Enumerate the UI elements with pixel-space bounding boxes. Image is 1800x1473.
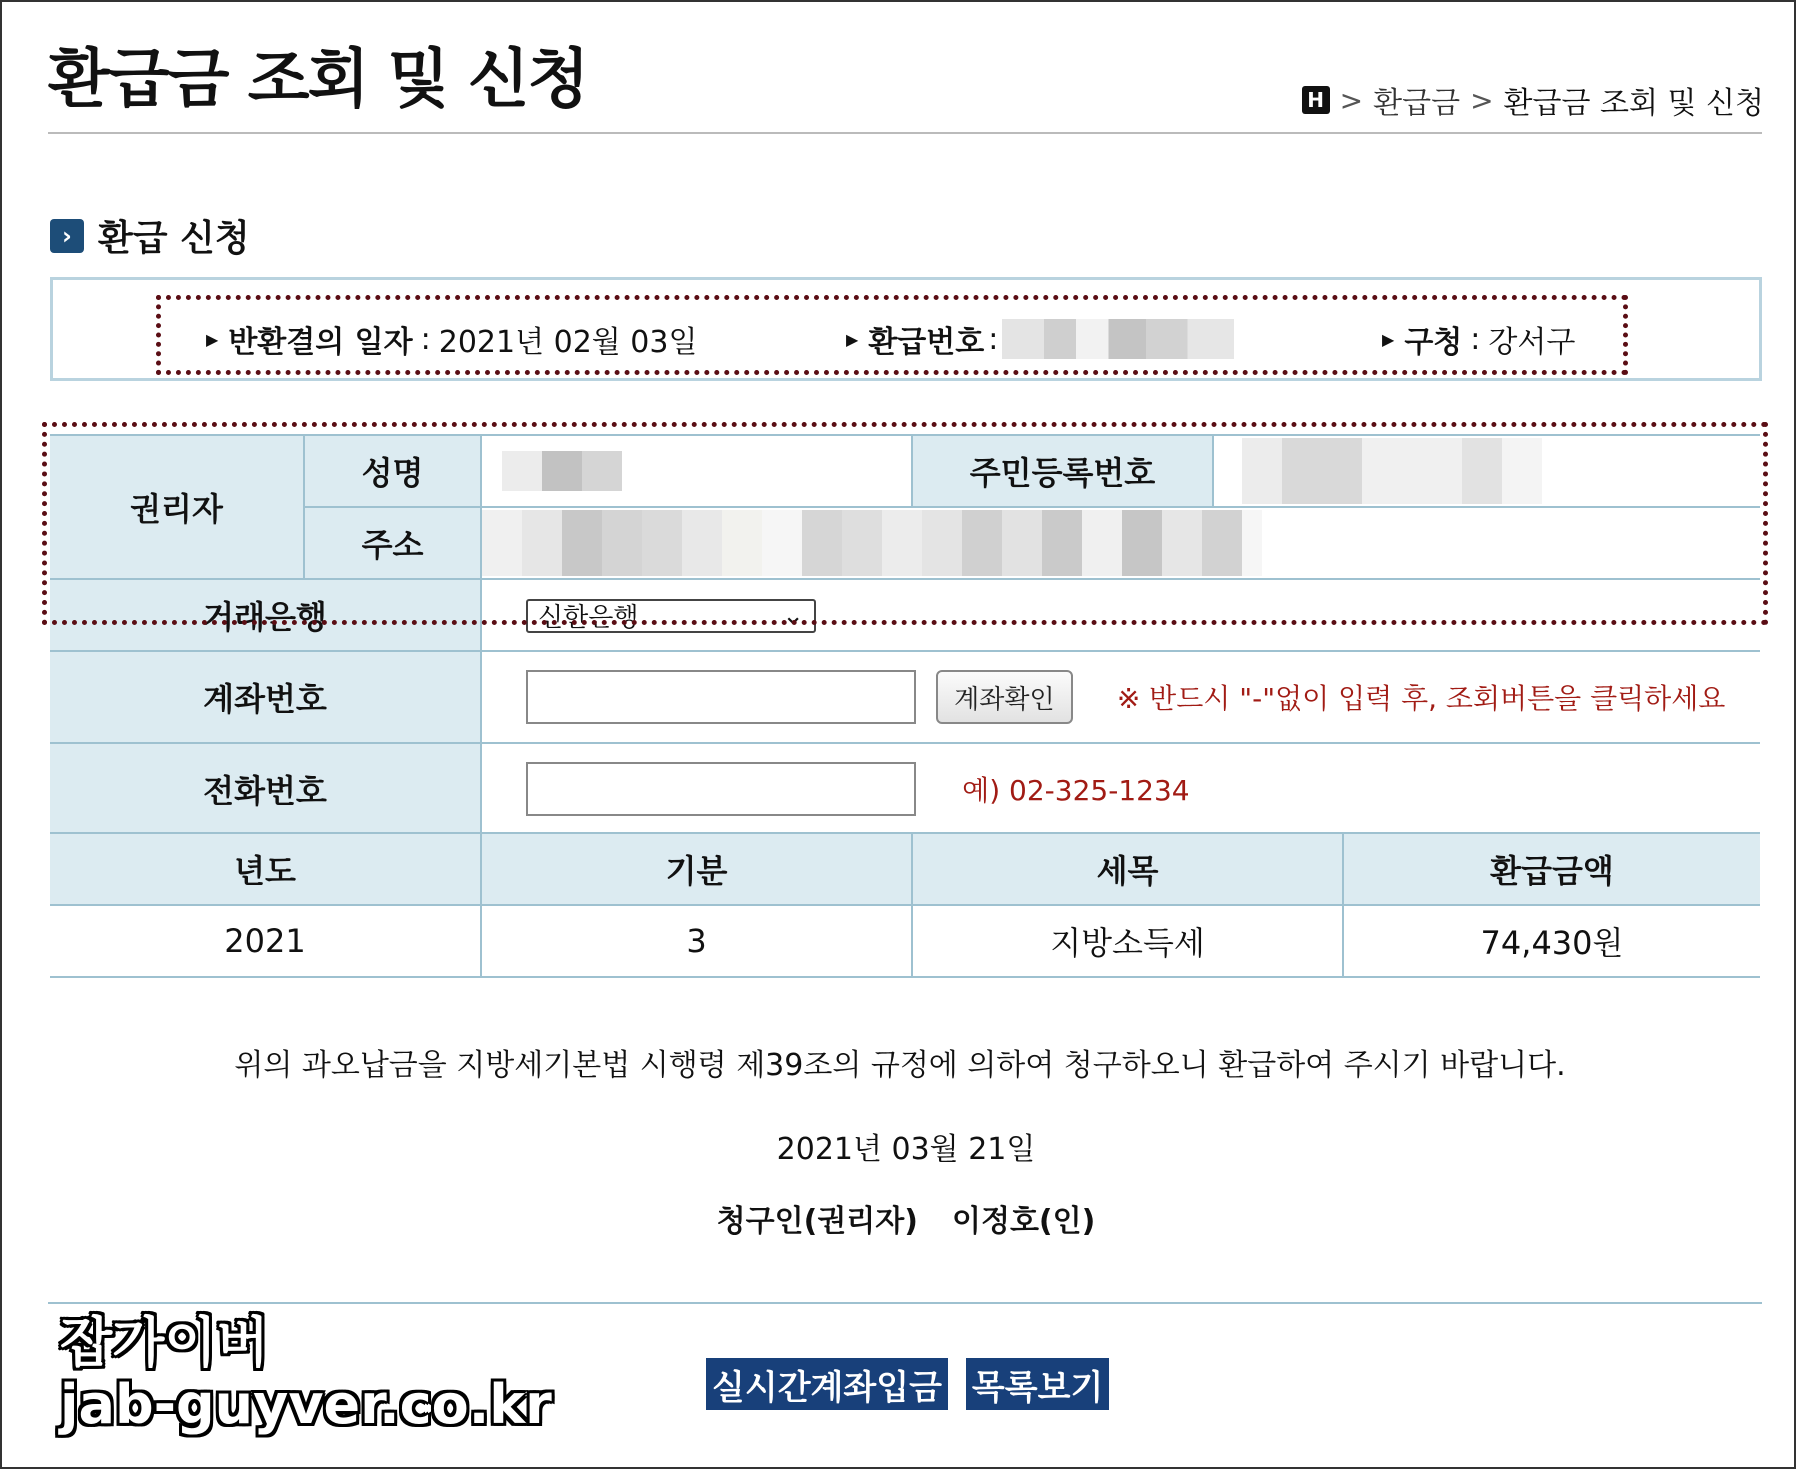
cell-period: 3 bbox=[481, 905, 912, 977]
phone-number-input[interactable] bbox=[526, 762, 916, 816]
claimant-name: 이정호(인) bbox=[951, 1204, 1096, 1239]
district-item bbox=[1382, 317, 1575, 361]
refund-number-item bbox=[846, 317, 1234, 361]
refund-result-table bbox=[50, 832, 1760, 978]
cell-tax-item: 지방소득세 bbox=[912, 905, 1343, 977]
colon: : bbox=[1470, 321, 1481, 357]
col-header-year: 년도 bbox=[50, 833, 481, 905]
rightholder-label: 권리자 bbox=[50, 435, 304, 579]
bank-cell bbox=[481, 579, 1760, 651]
refund-number-label: 환급번호 bbox=[868, 325, 985, 360]
col-header-tax-item: 세목 bbox=[912, 833, 1343, 905]
bank-select[interactable] bbox=[526, 599, 816, 633]
phone-example: 예) 02-325-1234 bbox=[962, 774, 1190, 807]
district-value: 강서구 bbox=[1488, 325, 1576, 360]
redacted-name bbox=[502, 451, 622, 491]
col-header-refund-amount: 환급금액 bbox=[1343, 833, 1760, 905]
account-number-input[interactable] bbox=[526, 670, 916, 724]
account-label: 계좌번호 bbox=[50, 651, 481, 743]
home-icon[interactable]: H bbox=[1302, 86, 1330, 114]
cell-year: 2021 bbox=[50, 905, 481, 977]
colon: : bbox=[988, 321, 999, 357]
table-row bbox=[50, 905, 1760, 977]
decision-date-label: 반환결의 일자 bbox=[228, 325, 413, 360]
breadcrumb-item-current: 환급금 조회 및 신청 bbox=[1503, 86, 1764, 121]
account-input-note: ※ 반드시 "-"없이 입력 후, 조회버튼을 클릭하세요 bbox=[1116, 682, 1726, 715]
address-value bbox=[481, 507, 1760, 579]
table-row bbox=[50, 435, 1760, 507]
cell-refund-amount: 74,430원 bbox=[1343, 905, 1760, 977]
declaration-date: 2021년 03월 21일 bbox=[776, 1132, 1036, 1167]
table-header-row bbox=[50, 833, 1760, 905]
bank-selected-value: 신한은행 bbox=[538, 603, 639, 633]
district-label: 구청 bbox=[1404, 325, 1463, 360]
table-row bbox=[50, 507, 1760, 579]
chevron-right-icon: › bbox=[50, 219, 84, 253]
bullet-triangle-icon: ▶ bbox=[1382, 329, 1395, 349]
name-label: 성명 bbox=[304, 435, 481, 507]
redacted-refund-number bbox=[1002, 319, 1234, 359]
col-header-period: 기분 bbox=[481, 833, 912, 905]
breadcrumb-separator-icon: > bbox=[1339, 83, 1364, 117]
table-row bbox=[50, 743, 1760, 835]
account-cell bbox=[481, 651, 1760, 743]
refund-form-table bbox=[50, 434, 1760, 836]
claimant-line bbox=[0, 1196, 1800, 1240]
rrn-value bbox=[1213, 435, 1760, 507]
table-row bbox=[50, 579, 1760, 651]
redacted-address bbox=[482, 510, 1262, 576]
decision-date-item bbox=[206, 317, 697, 361]
decision-date-value: 2021년 02월 03일 bbox=[438, 325, 698, 360]
bank-label: 거래은행 bbox=[50, 579, 481, 651]
watermark-line2: jab-guyver.co.kr bbox=[60, 1373, 552, 1436]
address-label: 주소 bbox=[304, 507, 481, 579]
declaration-text: 위의 과오납금을 지방세기본법 시행령 제39조의 규정에 의하여 청구하오니 환급하여 주시기 바랍니다. bbox=[234, 1048, 1566, 1083]
bullet-triangle-icon: ▶ bbox=[846, 329, 859, 349]
bullet-triangle-icon: ▶ bbox=[206, 329, 219, 349]
chevron-down-icon: ⌄ bbox=[782, 600, 804, 631]
colon: : bbox=[420, 321, 431, 357]
breadcrumb-item-refund[interactable]: 환급금 bbox=[1373, 86, 1461, 121]
claimant-label: 청구인(권리자) bbox=[716, 1204, 918, 1239]
breadcrumb bbox=[1302, 80, 1764, 120]
rrn-label: 주민등록번호 bbox=[912, 435, 1213, 507]
watermark bbox=[60, 1311, 552, 1436]
account-check-button[interactable]: 계좌확인 bbox=[936, 670, 1072, 724]
phone-cell bbox=[481, 743, 1760, 835]
redacted-rrn bbox=[1242, 438, 1542, 504]
list-view-button[interactable]: 목록보기 bbox=[966, 1358, 1109, 1410]
title-divider bbox=[48, 132, 1762, 134]
action-buttons bbox=[706, 1358, 1109, 1410]
name-value bbox=[481, 435, 912, 507]
bottom-divider bbox=[48, 1302, 1762, 1304]
watermark-line1: 잡가이버 bbox=[60, 1311, 269, 1374]
section-heading bbox=[50, 210, 250, 261]
page-title: 환급금 조회 및 신청 bbox=[48, 43, 588, 117]
breadcrumb-separator-icon: > bbox=[1470, 83, 1494, 117]
section-title: 환급 신청 bbox=[98, 218, 250, 259]
table-row bbox=[50, 651, 1760, 743]
phone-label: 전화번호 bbox=[50, 743, 481, 835]
realtime-deposit-button[interactable]: 실시간계좌입금 bbox=[706, 1358, 948, 1410]
